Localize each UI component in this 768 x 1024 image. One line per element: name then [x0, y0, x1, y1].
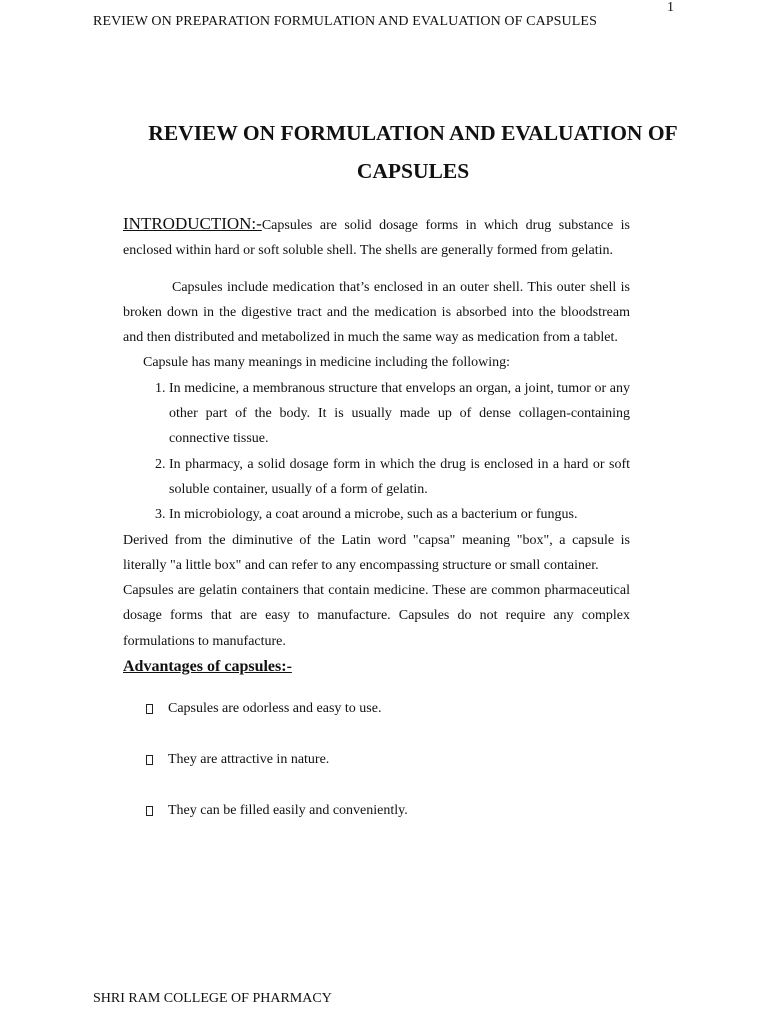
document-body: [123, 211, 630, 849]
document-title: [100, 114, 726, 190]
introduction-text: Capsules are solid dosage forms in which drug substance is enclosed within hard or soft soluble shell. The shells are generally formed from gelatin.: [123, 218, 630, 259]
advantage-text: Capsules are odorless and easy to use.: [168, 700, 382, 716]
running-header: REVIEW ON PREPARATION FORMULATION AND EVALUATION OF CAPSULES: [93, 14, 597, 29]
meanings-intro: Capsule has many meanings in medicine including the following:: [143, 355, 511, 371]
advantage-text: They can be filled easily and conveniently.: [168, 802, 408, 818]
title-line-2: CAPSULES: [356, 159, 470, 183]
bullet-icon: [146, 806, 153, 816]
page-footer: SHRI RAM COLLEGE OF PHARMACY: [93, 991, 332, 1006]
advantage-text: They are attractive in nature.: [168, 751, 330, 767]
derived-paragraph: Derived from the diminutive of the Latin word "capsa" meaning "box", a capsule is literally "a little box" and can refer to any encompassing structure or small container.: [123, 532, 630, 573]
advantage-item: [123, 798, 630, 823]
advantages-heading: Advantages of capsules:-: [123, 658, 292, 676]
advantages-list: [123, 696, 630, 823]
medication-paragraph: Capsules include medication that’s enclosed in an outer shell. This outer shell is broken down in the digestive tract and the medication is absorbed into the bloodstream and then distributed and metabolized in much the same way as medication from a tablet.: [123, 279, 630, 346]
page-number: 1: [667, 0, 674, 15]
meaning-item: 2. In pharmacy, a solid dosage form in which the drug is enclosed in a hard or soft soluble container, usually of a form of gelatin.: [169, 452, 630, 503]
bullet-icon: [146, 704, 153, 714]
advantage-item: [123, 696, 630, 721]
meanings-list: [123, 376, 630, 528]
meaning-item: 1. In medicine, a membranous structure that envelops an organ, a joint, tumor or any other part of the body. It is usually made up of dense collagen-containing connective tissue.: [169, 376, 630, 452]
title-line-1: REVIEW ON FORMULATION AND EVALUATION OF: [148, 121, 678, 145]
meaning-item: 3. In microbiology, a coat around a microbe, such as a bacterium or fungus.: [169, 502, 630, 527]
introduction-heading: INTRODUCTION:-: [123, 214, 262, 233]
gelatin-paragraph: Capsules are gelatin containers that contain medicine. These are common pharmaceutical dosage forms that are easy to manufacture. Capsules do not require any complex formulations to manufacture.: [123, 583, 630, 649]
introduction-paragraph: [123, 211, 630, 264]
bullet-icon: [146, 755, 153, 765]
advantage-item: [123, 747, 630, 772]
